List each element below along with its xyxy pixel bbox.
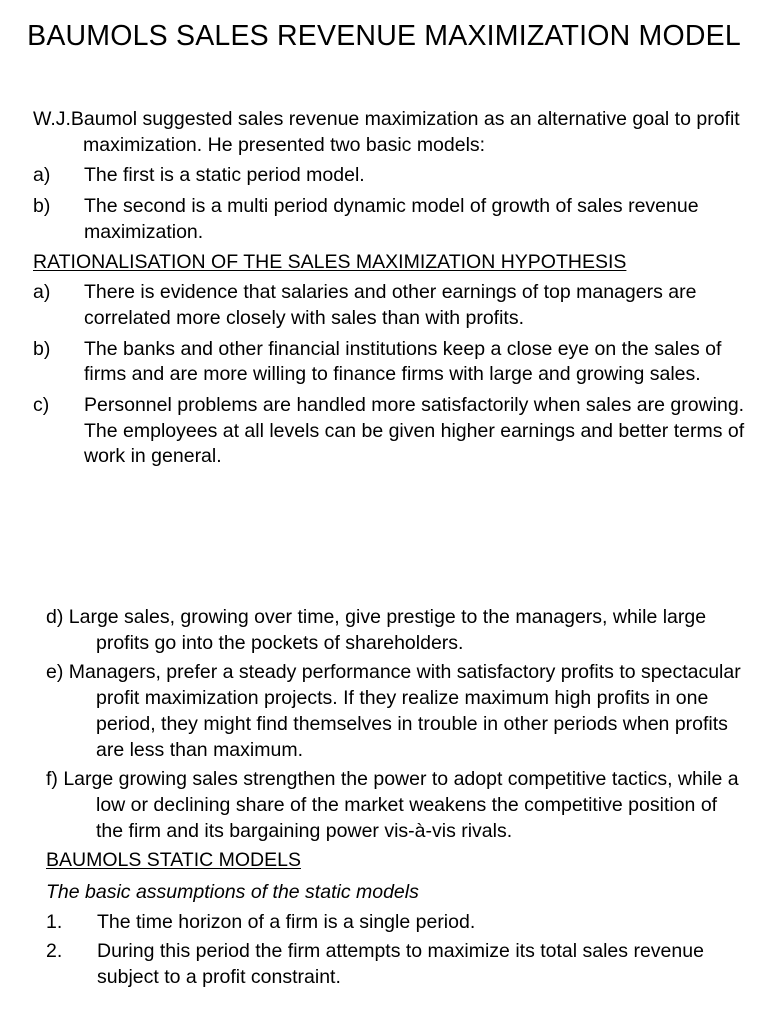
- list-item-text: The banks and other financial institutions keep a close eye on the sales of firms and are more willing to finance firms with large and growing sales.: [84, 337, 722, 386]
- list-marker: b): [33, 337, 51, 360]
- list-item-text: There is evidence that salaries and other earnings of top managers are correlated more closely with sales than with profits.: [84, 281, 697, 329]
- list-item: [33, 163, 745, 189]
- list-item: [33, 194, 745, 245]
- list-item: f) Large growing sales strengthen the power to adopt competitive tactics, while a low or declining share of the market weakens the competitive position of the firm and its bargaining power vis-à-vis rivals.: [46, 768, 739, 842]
- list-item: [46, 939, 746, 990]
- list-marker: 2.: [46, 940, 63, 963]
- list-item: [46, 910, 746, 936]
- static-models-subheading: The basic assumptions of the static models: [46, 881, 419, 904]
- list-item: [33, 280, 745, 331]
- list-item-text: The first is a static period model.: [84, 164, 365, 187]
- intro-section: [33, 107, 745, 470]
- list-item-text: Personnel problems are handled more satisfactorily when sales are growing. The employees at all levels can be given higher earnings and better terms of work in general.: [84, 394, 745, 468]
- list-marker: a): [33, 164, 51, 187]
- static-models-heading: BAUMOLS STATIC MODELS: [46, 849, 301, 872]
- list-item: [33, 337, 745, 388]
- list-item: d) Large sales, growing over time, give prestige to the managers, while large profits go into the pockets of shareholders.: [46, 606, 707, 654]
- list-item: [33, 393, 745, 470]
- list-item-text: During this period the firm attempts to maximize its total sales revenue subject to a profit constraint.: [97, 940, 704, 989]
- continued-section: [46, 605, 746, 991]
- page-title: BAUMOLS SALES REVENUE MAXIMIZATION MODEL: [27, 20, 741, 52]
- rationalisation-heading: RATIONALISATION OF THE SALES MAXIMIZATION HYPOTHESIS: [33, 250, 627, 273]
- list-item: e) Managers, prefer a steady performance with satisfactory profits to spectacular profit maximization projects. If they realize maximum high profits in one period, they might find themselves in trouble in other periods when profits are less than maximum.: [46, 661, 741, 761]
- list-marker: a): [33, 281, 51, 304]
- list-marker: c): [33, 394, 50, 417]
- intro-paragraph: W.J.Baumol suggested sales revenue maximization as an alternative goal to profit maximization. He presented two basic models:: [33, 108, 740, 156]
- list-item-text: The time horizon of a firm is a single period.: [97, 910, 476, 933]
- list-marker: b): [33, 195, 51, 218]
- list-marker: 1.: [46, 910, 63, 933]
- list-item-text: The second is a multi period dynamic model of growth of sales revenue maximization.: [84, 195, 699, 243]
